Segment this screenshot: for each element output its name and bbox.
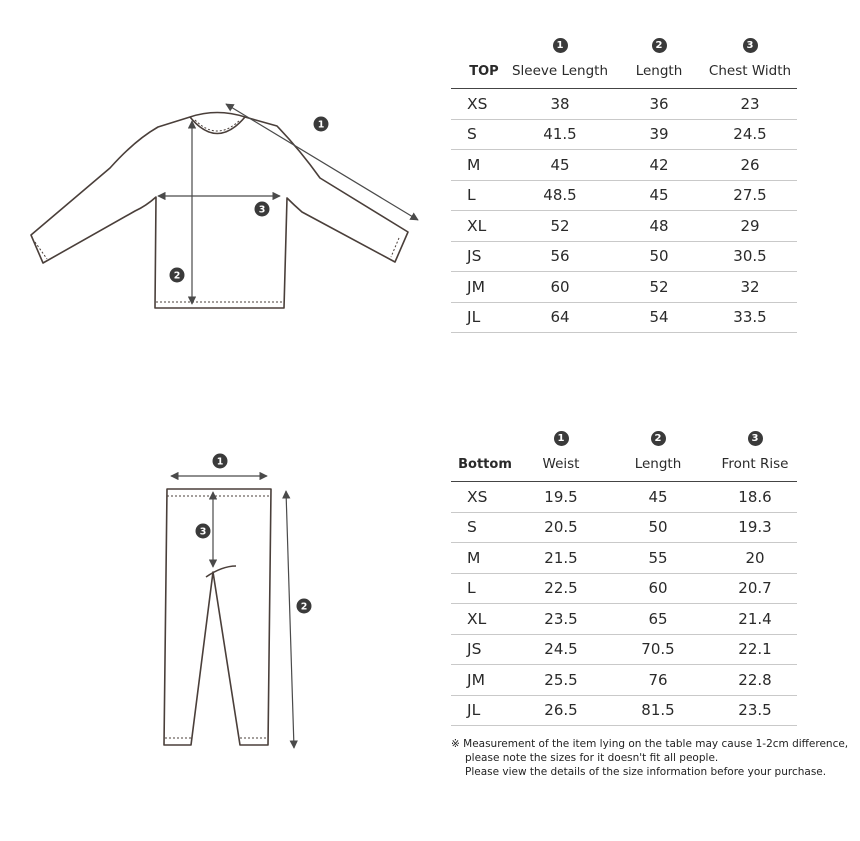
- size-label: S: [451, 119, 505, 150]
- size-label: S: [451, 512, 519, 543]
- measurement-cell: 22.8: [713, 665, 797, 696]
- top-measure-arrows: [158, 104, 418, 304]
- column-number-badge: 1: [554, 431, 569, 446]
- bottom-garment-drawing: [164, 489, 271, 745]
- table-row: [451, 634, 797, 665]
- column-header-front-rise: Front Rise: [713, 446, 797, 482]
- table-row: [451, 302, 797, 333]
- size-label: M: [451, 543, 519, 574]
- table-row: [451, 482, 797, 513]
- note-line: ※ Measurement of the item lying on the table may cause 1-2cm difference,: [451, 738, 849, 750]
- table-row: [451, 543, 797, 574]
- note-line: Please view the details of the size information before your purchase.: [465, 766, 827, 778]
- measurement-cell: 54: [615, 302, 703, 333]
- table-row: [451, 180, 797, 211]
- measurement-cell: 81.5: [603, 695, 713, 726]
- measurement-cell: 19.3: [713, 512, 797, 543]
- top-marker-3: 3: [258, 204, 266, 216]
- measurement-cell: 39: [615, 119, 703, 150]
- size-label: JL: [451, 302, 505, 333]
- measurement-cell: 33.5: [703, 302, 797, 333]
- size-label: JM: [451, 665, 519, 696]
- column-number-badge: 1: [553, 38, 568, 53]
- measurement-cell: 41.5: [505, 119, 615, 150]
- measurement-cell: 76: [603, 665, 713, 696]
- measurement-cell: 45: [603, 482, 713, 513]
- measurement-cell: 60: [603, 573, 713, 604]
- column-header-length: Length: [615, 53, 703, 89]
- table-row: [451, 573, 797, 604]
- measurement-cell: 55: [603, 543, 713, 574]
- table-row: [451, 211, 797, 242]
- table-row: [451, 604, 797, 635]
- measurement-cell: 30.5: [703, 241, 797, 272]
- measurement-cell: 45: [615, 180, 703, 211]
- size-disclaimer-note: [451, 737, 851, 779]
- bottom-length-arrow: [286, 491, 294, 748]
- bottom-marker-3: 3: [199, 526, 207, 538]
- top-marker-2: 2: [173, 270, 181, 282]
- bottom-size-table: [451, 424, 797, 726]
- measurement-cell: 52: [505, 211, 615, 242]
- measurement-cell: 23.5: [713, 695, 797, 726]
- measurement-cell: 21.5: [519, 543, 603, 574]
- measurement-cell: 20.5: [519, 512, 603, 543]
- measurement-cell: 26: [703, 150, 797, 181]
- measurement-cell: 22.1: [713, 634, 797, 665]
- measurement-cell: 32: [703, 272, 797, 303]
- measurement-cell: 52: [615, 272, 703, 303]
- measurement-cell: 27.5: [703, 180, 797, 211]
- measurement-cell: 23: [703, 89, 797, 120]
- column-header-sleeve-length: Sleeve Length: [505, 53, 615, 89]
- measurement-cell: 20.7: [713, 573, 797, 604]
- column-number-badge: 3: [743, 38, 758, 53]
- measurement-cell: 64: [505, 302, 615, 333]
- column-number-badge: 3: [748, 431, 763, 446]
- size-label: XL: [451, 604, 519, 635]
- measurement-cell: 21.4: [713, 604, 797, 635]
- bottom-marker-2: 2: [300, 601, 308, 613]
- size-label: XS: [451, 482, 519, 513]
- measurement-cell: 45: [505, 150, 615, 181]
- measurement-cell: 29: [703, 211, 797, 242]
- column-header-waist: Weist: [519, 446, 603, 482]
- top-marker-1: 1: [317, 119, 325, 131]
- top-markers: [170, 117, 329, 283]
- table-row: [451, 241, 797, 272]
- measurement-cell: 19.5: [519, 482, 603, 513]
- measurement-cell: 20: [713, 543, 797, 574]
- size-label: JL: [451, 695, 519, 726]
- table-row: [451, 89, 797, 120]
- bottom-measure-arrows: [171, 476, 294, 748]
- bottom-marker-1: 1: [216, 456, 224, 468]
- measurement-cell: 56: [505, 241, 615, 272]
- column-number-badge: 2: [651, 431, 666, 446]
- top-garment-drawing: [31, 113, 408, 309]
- measurement-cell: 50: [615, 241, 703, 272]
- size-label: JS: [451, 241, 505, 272]
- size-label: L: [451, 573, 519, 604]
- column-header-chest-width: Chest Width: [703, 53, 797, 89]
- measurement-cell: 48: [615, 211, 703, 242]
- size-label: XS: [451, 89, 505, 120]
- size-label: JS: [451, 634, 519, 665]
- measurement-cell: 22.5: [519, 573, 603, 604]
- size-label: JM: [451, 272, 505, 303]
- table-row: [451, 272, 797, 303]
- column-header-length: Length: [603, 446, 713, 482]
- table-row: [451, 695, 797, 726]
- table-row: [451, 119, 797, 150]
- top-size-table: [451, 31, 797, 333]
- measurement-cell: 65: [603, 604, 713, 635]
- measurement-cell: 23.5: [519, 604, 603, 635]
- measurement-cell: 42: [615, 150, 703, 181]
- measurement-cell: 60: [505, 272, 615, 303]
- measurement-cell: 24.5: [519, 634, 603, 665]
- table-row: [451, 512, 797, 543]
- size-label: XL: [451, 211, 505, 242]
- measurement-cell: 36: [615, 89, 703, 120]
- measurement-cell: 26.5: [519, 695, 603, 726]
- table-row: [451, 665, 797, 696]
- bottom-table-title: Bottom: [451, 446, 519, 482]
- measurement-cell: 70.5: [603, 634, 713, 665]
- size-label: L: [451, 180, 505, 211]
- measurement-cell: 18.6: [713, 482, 797, 513]
- note-line: please note the sizes for it doesn't fit all people.: [465, 752, 719, 764]
- measurement-cell: 48.5: [505, 180, 615, 211]
- top-table-title: TOP: [451, 53, 505, 89]
- size-label: M: [451, 150, 505, 181]
- measurement-cell: 24.5: [703, 119, 797, 150]
- column-number-badge: 2: [652, 38, 667, 53]
- table-row: [451, 150, 797, 181]
- measurement-cell: 50: [603, 512, 713, 543]
- measurement-cell: 38: [505, 89, 615, 120]
- measurement-cell: 25.5: [519, 665, 603, 696]
